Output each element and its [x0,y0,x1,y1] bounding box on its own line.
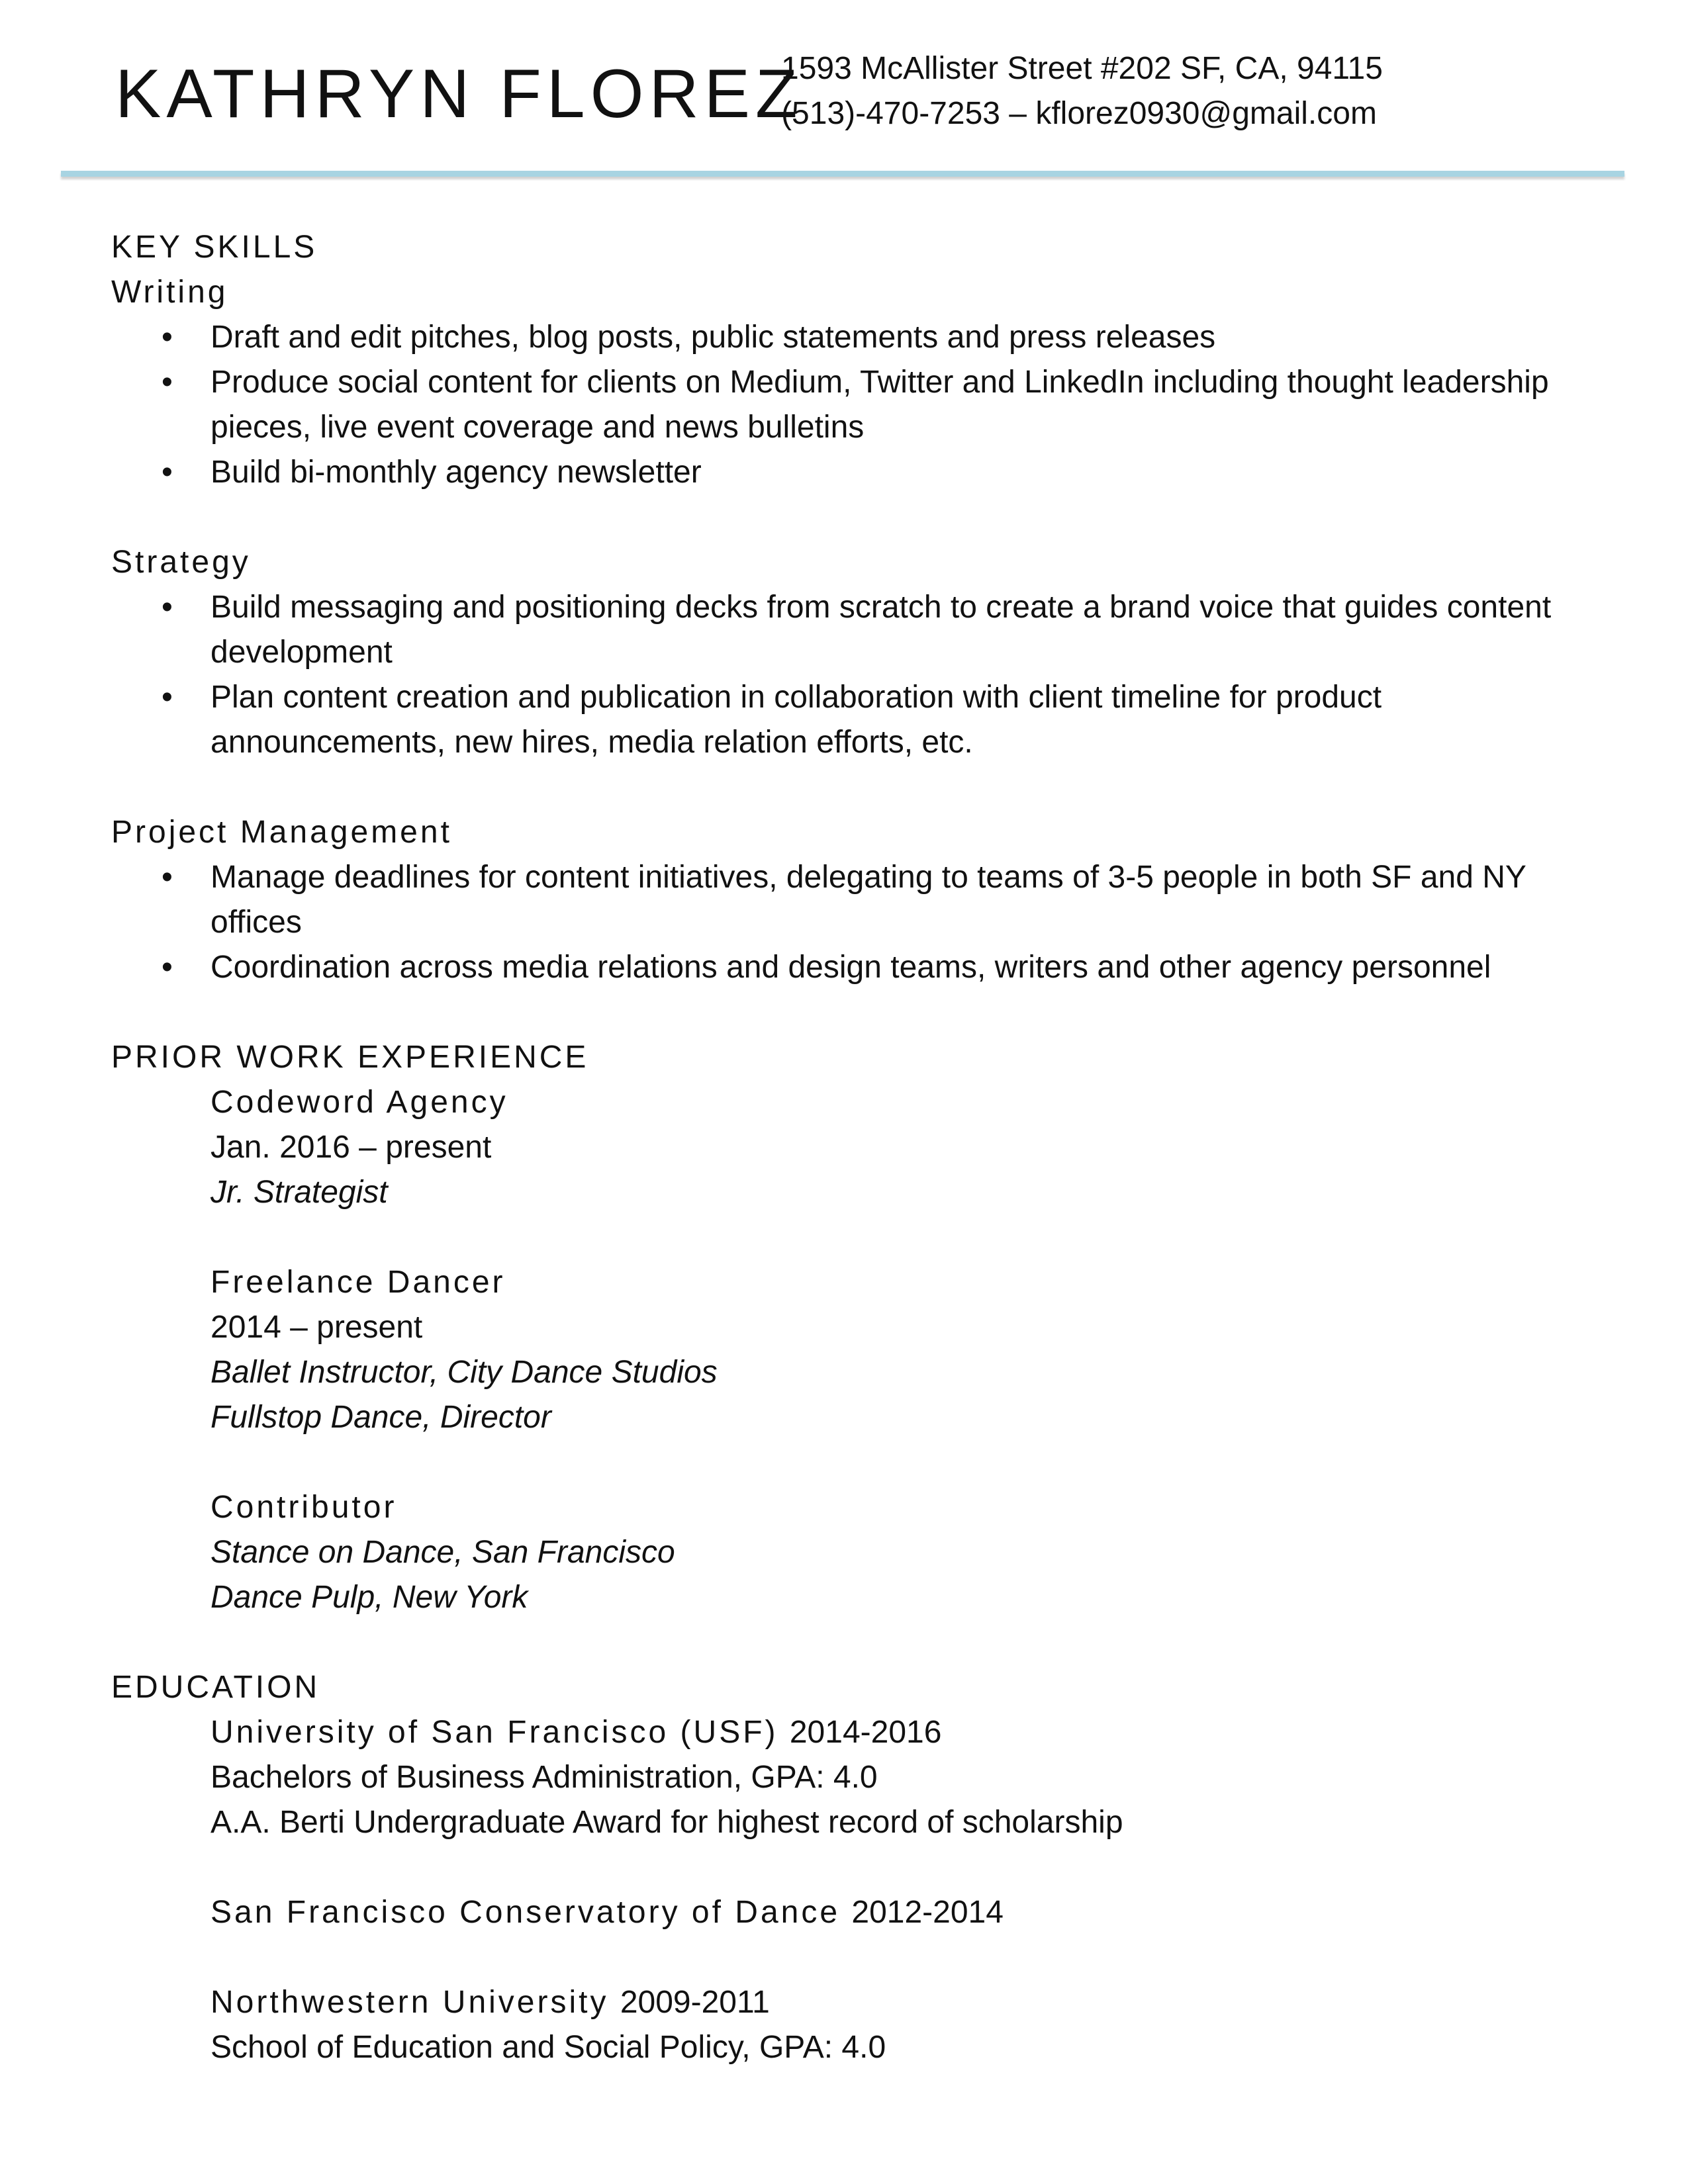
experience-entry-codeword [111,1080,1620,1215]
education-detail: Bachelors of Business Administration, GPA: 4.0 [211,1760,878,1795]
experience-title: Freelance Dancer [211,1265,506,1300]
list-item [111,675,1620,765]
address-text: 1593 McAllister Street #202 SF, CA, 94115 [781,51,1383,86]
school-name: University of San Francisco (USF) [211,1715,778,1750]
key-skills-heading: KEY SKILLS [111,230,318,265]
school-name: Northwestern University [211,1985,609,2020]
experience-dates: Jan. 2016 – present [211,1130,492,1165]
education-entry-northwestern [111,1980,1620,2070]
skill-group-project-management-title: Project Management [111,815,452,850]
experience-dates: 2014 – present [211,1310,423,1345]
list-item [111,450,1620,495]
bullet-text: Manage deadlines for content initiatives, delegating to teams of 3-5 people in both SF and NY offices [211,860,1526,940]
experience-entry-contributor [111,1485,1620,1620]
experience-entry-freelance-dancer [111,1260,1620,1440]
bullet-dot: • [162,950,173,985]
bullet-dot: • [162,860,173,895]
school-years: 2014-2016 [789,1715,942,1750]
list-item [111,945,1620,990]
bullet-dot: • [162,590,173,625]
list-item [111,585,1620,675]
skill-group-strategy-title: Strategy [111,545,251,580]
experience-role: Dance Pulp, New York [211,1580,528,1615]
skill-group-writing-list [111,315,1620,495]
contact-block [781,46,1383,136]
education-detail: A.A. Berti Undergraduate Award for highest record of scholarship [211,1805,1123,1840]
phone-email-text: (513)-470-7253 – kflorez0930@gmail.com [781,96,1377,131]
school-name: San Francisco Conservatory of Dance [211,1895,841,1930]
experience-heading: PRIOR WORK EXPERIENCE [111,1040,589,1075]
bullet-dot: • [162,320,173,355]
school-years: 2009-2011 [620,1985,770,2020]
education-title [211,1710,1620,1755]
skill-group-strategy-list [111,585,1620,765]
education-title [211,1890,1620,1935]
skill-group-writing-title: Writing [111,275,228,310]
bullet-dot: • [162,365,173,400]
experience-title: Codeword Agency [211,1085,508,1120]
bullet-text: Draft and edit pitches, blog posts, public statements and press releases [211,320,1216,355]
experience-role: Jr. Strategist [211,1175,388,1210]
education-heading: EDUCATION [111,1670,320,1705]
header-divider [61,171,1624,177]
list-item [111,315,1620,360]
list-item [111,360,1620,450]
candidate-name: KATHRYN FLOREZ [115,56,803,132]
bullet-text: Produce social content for clients on Medium, Twitter and LinkedIn including thought leadership pieces, live event coverage and news bulletins [211,365,1549,445]
education-title [211,1980,1620,2025]
education-entry-sf-conservatory [111,1890,1620,1935]
experience-role: Ballet Instructor, City Dance Studios [211,1355,718,1390]
education-entry-usf [111,1710,1620,1845]
bullet-text: Coordination across media relations and design teams, writers and other agency personnel [211,950,1491,985]
bullet-text: Build bi-monthly agency newsletter [211,455,702,490]
experience-role: Fullstop Dance, Director [211,1400,551,1435]
bullet-text: Build messaging and positioning decks from scratch to create a brand voice that guides content development [211,590,1552,670]
bullet-dot: • [162,680,173,715]
bullet-dot: • [162,455,173,490]
list-item [111,855,1620,945]
bullet-text: Plan content creation and publication in collaboration with client timeline for product announcements, new hires, media relation efforts, etc. [211,680,1382,760]
experience-title: Contributor [211,1490,397,1525]
skill-group-project-management-list [111,855,1620,990]
experience-role: Stance on Dance, San Francisco [211,1535,675,1570]
education-detail: School of Education and Social Policy, GPA: 4.0 [211,2030,886,2065]
school-years: 2012-2014 [851,1895,1004,1930]
resume-body [111,225,1620,2070]
